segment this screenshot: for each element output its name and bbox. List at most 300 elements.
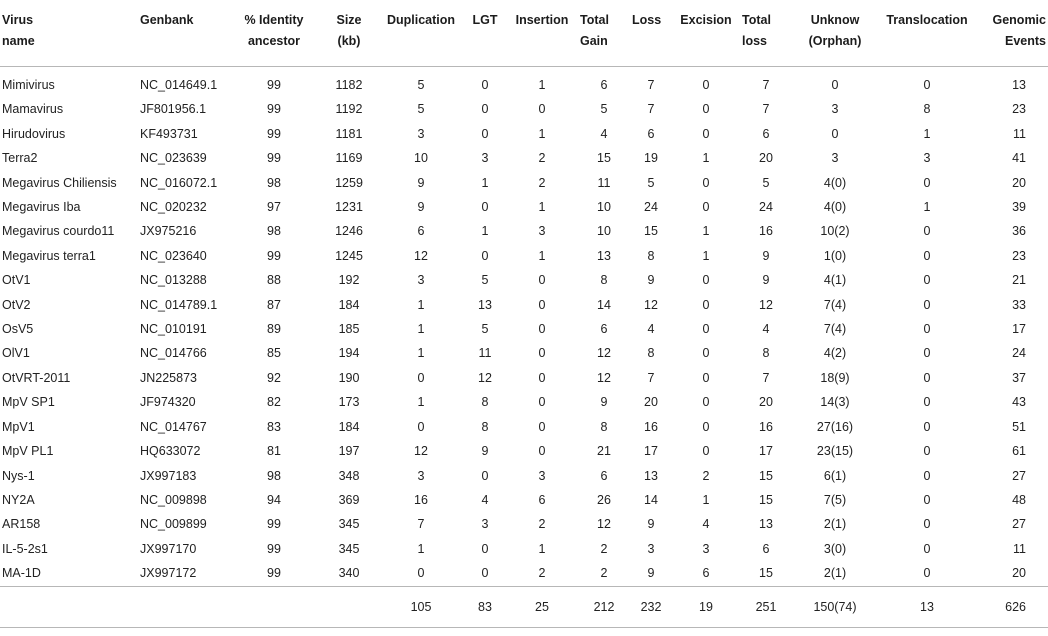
cell-insertion: 0 — [538, 444, 546, 459]
cell-total-loss: 5 — [762, 175, 770, 190]
cell-genbank: HQ633072 — [140, 444, 201, 459]
cell-genbank: NC_013288 — [140, 273, 207, 288]
cell-unknow: 4(1) — [823, 273, 847, 288]
cell-size: 345 — [338, 541, 360, 556]
cell-loss: 4 — [647, 322, 655, 337]
cell-identity: 97 — [267, 200, 281, 215]
col-header-total-gain — [578, 0, 630, 67]
cell-virus-name: OsV5 — [2, 322, 34, 337]
total-insertion: 25 — [506, 586, 578, 627]
cell-lgt: 0 — [481, 126, 489, 141]
cell-insertion: 1 — [538, 126, 546, 141]
cell-virus-name: Mamavirus — [2, 102, 64, 117]
cell-insertion: 3 — [538, 224, 546, 239]
col-header-virus-name — [0, 0, 138, 67]
cell-translocation: 0 — [923, 541, 931, 556]
col-header-total-loss — [740, 0, 792, 67]
cell-excision: 3 — [702, 541, 710, 556]
cell-loss: 17 — [644, 444, 658, 459]
cell-duplication: 1 — [417, 322, 425, 337]
cell-total-gain: 6 — [600, 322, 608, 337]
cell-duplication: 1 — [417, 297, 425, 312]
cell-genbank: NC_014766 — [140, 346, 207, 361]
cell-genbank: NC_009898 — [140, 492, 207, 507]
cell-loss: 7 — [647, 78, 655, 92]
cell-loss: 8 — [647, 248, 655, 263]
cell-lgt: 8 — [481, 419, 489, 434]
cell-genbank: NC_023639 — [140, 151, 207, 166]
cell-virus-name: Megavirus Chiliensis — [2, 175, 117, 190]
cell-total-loss: 16 — [759, 419, 773, 434]
cell-genomic-events: 39 — [1012, 200, 1026, 215]
cell-identity: 98 — [267, 468, 281, 483]
cell-size: 194 — [338, 346, 360, 361]
cell-genomic-events: 20 — [1012, 175, 1026, 190]
cell-size: 345 — [338, 517, 360, 532]
cell-virus-name: NY2A — [2, 492, 35, 507]
cell-virus-name: MpV PL1 — [2, 444, 54, 459]
cell-virus-name: MA-1D — [2, 566, 41, 581]
cell-identity: 87 — [267, 297, 281, 312]
cell-total-gain: 21 — [597, 444, 611, 459]
cell-genomic-events: 41 — [1012, 151, 1026, 166]
cell-total-loss: 7 — [762, 370, 770, 385]
cell-genomic-events: 27 — [1012, 468, 1026, 483]
cell-excision: 0 — [702, 273, 710, 288]
cell-unknow: 3(0) — [823, 541, 847, 556]
cell-lgt: 1 — [481, 224, 489, 239]
cell-genomic-events: 27 — [1012, 517, 1026, 532]
cell-lgt: 8 — [481, 395, 489, 410]
cell-excision: 0 — [702, 322, 710, 337]
cell-virus-name: OtV2 — [2, 297, 31, 312]
total-total-loss: 251 — [740, 586, 792, 627]
cell-total-loss: 9 — [762, 248, 770, 263]
col-header-identity — [228, 0, 320, 67]
cell-total-gain: 12 — [597, 517, 611, 532]
table-row — [0, 219, 1048, 243]
cell-total-loss: 15 — [759, 566, 773, 581]
col-header-size — [320, 0, 378, 67]
col-header-genomic-events — [976, 0, 1048, 67]
header-size-l2: (kb) — [337, 34, 361, 48]
header-identity-l1: % Identity — [244, 13, 304, 27]
cell-lgt: 0 — [481, 541, 489, 556]
table-row — [0, 561, 1048, 586]
header-total-loss-l2: loss — [742, 34, 768, 48]
cell-size: 197 — [338, 444, 360, 459]
cell-loss: 9 — [647, 566, 655, 581]
cell-identity: 98 — [267, 224, 281, 239]
cell-lgt: 5 — [481, 322, 489, 337]
total-cell — [228, 586, 320, 627]
cell-excision: 4 — [702, 517, 710, 532]
cell-lgt: 3 — [481, 517, 489, 532]
cell-duplication: 3 — [417, 468, 425, 483]
cell-loss: 9 — [647, 273, 655, 288]
header-row — [0, 0, 1048, 67]
cell-size: 190 — [338, 370, 360, 385]
cell-genbank: NC_014767 — [140, 419, 207, 434]
cell-loss: 19 — [644, 151, 658, 166]
cell-total-loss: 13 — [759, 517, 773, 532]
cell-unknow: 2(1) — [823, 566, 847, 581]
cell-duplication: 3 — [417, 126, 425, 141]
cell-duplication: 6 — [417, 224, 425, 239]
cell-genbank: NC_014649.1 — [140, 78, 218, 92]
cell-virus-name: IL-5-2s1 — [2, 541, 48, 556]
cell-lgt: 9 — [481, 444, 489, 459]
cell-translocation: 1 — [923, 126, 931, 141]
cell-unknow: 10(2) — [820, 224, 850, 239]
cell-total-gain: 11 — [597, 175, 611, 190]
table-row — [0, 317, 1048, 341]
table-row — [0, 146, 1048, 170]
cell-genomic-events: 13 — [1012, 78, 1026, 92]
cell-excision: 1 — [702, 248, 710, 263]
cell-unknow: 2(1) — [823, 517, 847, 532]
col-header-loss: Loss — [630, 0, 672, 67]
cell-total-gain: 5 — [600, 102, 608, 117]
cell-total-loss: 12 — [759, 297, 773, 312]
cell-virus-name: Hirudovirus — [2, 126, 66, 141]
table-row — [0, 195, 1048, 219]
cell-lgt: 1 — [481, 175, 489, 190]
cell-translocation: 0 — [923, 322, 931, 337]
table-row — [0, 415, 1048, 439]
cell-virus-name: Nys-1 — [2, 468, 35, 483]
cell-size: 184 — [338, 297, 360, 312]
cell-duplication: 7 — [417, 517, 425, 532]
cell-total-loss: 6 — [762, 126, 770, 141]
cell-unknow: 1(0) — [823, 248, 847, 263]
col-header-excision: Excision — [672, 0, 740, 67]
table-row — [0, 171, 1048, 195]
cell-total-gain: 6 — [600, 468, 608, 483]
cell-identity: 89 — [267, 322, 281, 337]
cell-loss: 24 — [644, 200, 658, 215]
cell-total-loss: 16 — [759, 224, 773, 239]
table-row — [0, 268, 1048, 292]
cell-unknow: 4(0) — [823, 200, 847, 215]
header-size-l1: Size — [336, 13, 362, 27]
cell-translocation: 0 — [923, 78, 931, 92]
cell-translocation: 1 — [923, 200, 931, 215]
cell-genomic-events: 61 — [1012, 444, 1026, 459]
cell-unknow: 3 — [831, 102, 839, 117]
cell-excision: 0 — [702, 297, 710, 312]
cell-translocation: 0 — [923, 175, 931, 190]
cell-genomic-events: 43 — [1012, 395, 1026, 410]
cell-duplication: 12 — [414, 248, 428, 263]
cell-size: 1192 — [335, 102, 363, 117]
cell-excision: 0 — [702, 200, 710, 215]
cell-genomic-events: 51 — [1012, 419, 1026, 434]
table-row — [0, 97, 1048, 121]
cell-loss: 7 — [647, 102, 655, 117]
cell-total-gain: 14 — [597, 297, 611, 312]
cell-loss: 6 — [647, 126, 655, 141]
cell-genbank: NC_016072.1 — [140, 175, 218, 190]
cell-genbank: NC_023640 — [140, 248, 207, 263]
cell-insertion: 0 — [538, 419, 546, 434]
totals-row — [0, 586, 1048, 627]
cell-size: 1182 — [335, 78, 363, 92]
cell-identity: 99 — [267, 541, 281, 556]
cell-insertion: 1 — [538, 541, 546, 556]
cell-loss: 16 — [644, 419, 658, 434]
cell-size: 1245 — [335, 248, 363, 263]
cell-duplication: 1 — [417, 346, 425, 361]
cell-total-gain: 2 — [600, 541, 608, 556]
cell-insertion: 6 — [538, 492, 546, 507]
cell-excision: 0 — [702, 444, 710, 459]
cell-translocation: 0 — [923, 224, 931, 239]
cell-virus-name: Megavirus terra1 — [2, 248, 96, 263]
cell-total-gain: 9 — [600, 395, 608, 410]
cell-unknow: 7(4) — [823, 297, 847, 312]
cell-loss: 20 — [644, 395, 658, 410]
cell-total-gain: 12 — [597, 370, 611, 385]
cell-genomic-events: 20 — [1012, 566, 1026, 581]
cell-loss: 12 — [644, 297, 658, 312]
cell-duplication: 0 — [417, 370, 425, 385]
cell-size: 340 — [338, 566, 360, 581]
cell-insertion: 0 — [538, 273, 546, 288]
table-row — [0, 512, 1048, 536]
cell-excision: 1 — [702, 492, 710, 507]
cell-duplication: 9 — [417, 175, 425, 190]
cell-excision: 1 — [702, 151, 710, 166]
cell-duplication: 12 — [414, 444, 428, 459]
total-gain: 212 — [578, 586, 630, 627]
cell-genbank: JN225873 — [140, 370, 197, 385]
cell-total-gain: 4 — [600, 126, 608, 141]
cell-translocation: 0 — [923, 346, 931, 361]
cell-translocation: 0 — [923, 273, 931, 288]
cell-genbank: JX975216 — [140, 224, 197, 239]
cell-insertion: 2 — [538, 151, 546, 166]
cell-unknow: 4(0) — [823, 175, 847, 190]
cell-genomic-events: 23 — [1012, 248, 1026, 263]
cell-duplication: 0 — [417, 419, 425, 434]
header-genomic-events-l2: Events — [1005, 34, 1046, 48]
cell-total-gain: 26 — [597, 492, 611, 507]
cell-size: 1246 — [335, 224, 363, 239]
cell-genomic-events: 17 — [1012, 322, 1026, 337]
cell-excision: 2 — [702, 468, 710, 483]
cell-duplication: 10 — [414, 151, 428, 166]
total-cell — [0, 586, 138, 627]
cell-translocation: 0 — [923, 395, 931, 410]
cell-excision: 0 — [702, 102, 710, 117]
cell-insertion: 1 — [538, 78, 546, 92]
cell-duplication: 5 — [417, 102, 425, 117]
cell-size: 1169 — [335, 151, 363, 166]
cell-identity: 99 — [267, 517, 281, 532]
cell-unknow: 0 — [831, 126, 839, 141]
cell-identity: 92 — [267, 370, 281, 385]
cell-identity: 98 — [267, 175, 281, 190]
cell-total-loss: 20 — [759, 151, 773, 166]
table-row — [0, 293, 1048, 317]
cell-genomic-events: 21 — [1012, 273, 1026, 288]
cell-duplication: 1 — [417, 395, 425, 410]
total-lgt: 83 — [464, 586, 506, 627]
cell-duplication: 9 — [417, 200, 425, 215]
cell-genbank: JX997170 — [140, 541, 197, 556]
cell-virus-name: Megavirus courdo11 — [2, 224, 115, 239]
cell-total-gain: 13 — [597, 248, 611, 263]
cell-translocation: 0 — [923, 468, 931, 483]
cell-unknow: 0 — [831, 78, 839, 92]
cell-insertion: 0 — [538, 297, 546, 312]
cell-genbank: JF974320 — [140, 395, 196, 410]
header-virus-name-l2: name — [2, 34, 35, 48]
cell-total-gain: 6 — [600, 78, 608, 92]
cell-lgt: 0 — [481, 248, 489, 263]
cell-duplication: 3 — [417, 273, 425, 288]
cell-unknow: 4(2) — [823, 346, 847, 361]
cell-size: 369 — [338, 492, 360, 507]
header-virus-name-l1: Virus — [2, 13, 34, 27]
col-header-translocation: Translocation — [878, 0, 976, 67]
cell-genbank: NC_014789.1 — [140, 297, 218, 312]
cell-identity: 99 — [267, 566, 281, 581]
col-header-lgt: LGT — [464, 0, 506, 67]
total-unknow: 150(74) — [792, 586, 878, 627]
cell-insertion: 2 — [538, 566, 546, 581]
cell-size: 173 — [338, 395, 360, 410]
cell-translocation: 3 — [923, 151, 931, 166]
cell-total-gain: 10 — [597, 224, 611, 239]
cell-loss: 8 — [647, 346, 655, 361]
cell-size: 348 — [338, 468, 360, 483]
cell-genomic-events: 24 — [1012, 346, 1026, 361]
cell-excision: 6 — [702, 566, 710, 581]
cell-excision: 0 — [702, 126, 710, 141]
cell-excision: 0 — [702, 78, 710, 92]
cell-identity: 99 — [267, 126, 281, 141]
cell-insertion: 0 — [538, 102, 546, 117]
cell-lgt: 4 — [481, 492, 489, 507]
cell-total-gain: 15 — [597, 151, 611, 166]
cell-unknow: 23(15) — [816, 444, 854, 459]
cell-loss: 13 — [644, 468, 658, 483]
cell-genomic-events: 36 — [1012, 224, 1026, 239]
cell-duplication: 0 — [417, 566, 425, 581]
cell-total-loss: 7 — [762, 78, 770, 92]
cell-virus-name: Megavirus Iba — [2, 200, 81, 215]
cell-unknow: 3 — [831, 151, 839, 166]
cell-excision: 0 — [702, 175, 710, 190]
cell-translocation: 0 — [923, 444, 931, 459]
table-row — [0, 488, 1048, 512]
cell-excision: 0 — [702, 346, 710, 361]
cell-lgt: 0 — [481, 102, 489, 117]
cell-duplication: 16 — [414, 492, 428, 507]
cell-size: 184 — [338, 419, 360, 434]
table-row — [0, 67, 1048, 98]
cell-virus-name: Mimivirus — [2, 78, 55, 92]
cell-insertion: 0 — [538, 395, 546, 410]
cell-virus-name: OlV1 — [2, 346, 30, 361]
cell-total-loss: 7 — [762, 102, 770, 117]
cell-identity: 99 — [267, 248, 281, 263]
cell-lgt: 5 — [481, 273, 489, 288]
table-row — [0, 537, 1048, 561]
header-identity-l2: ancestor — [247, 34, 301, 48]
cell-translocation: 8 — [923, 102, 931, 117]
cell-identity: 94 — [267, 492, 281, 507]
cell-loss: 14 — [644, 492, 658, 507]
cell-total-gain: 8 — [600, 419, 608, 434]
cell-translocation: 0 — [923, 492, 931, 507]
table-row — [0, 122, 1048, 146]
total-loss: 232 — [630, 586, 672, 627]
cell-translocation: 0 — [923, 248, 931, 263]
cell-insertion: 0 — [538, 370, 546, 385]
cell-insertion: 2 — [538, 517, 546, 532]
cell-translocation: 0 — [923, 517, 931, 532]
cell-insertion: 1 — [538, 248, 546, 263]
cell-identity: 99 — [267, 151, 281, 166]
col-header-duplication: Duplication — [378, 0, 464, 67]
cell-translocation: 0 — [923, 566, 931, 581]
cell-lgt: 13 — [478, 297, 492, 312]
table-body — [0, 67, 1048, 587]
cell-excision: 1 — [702, 224, 710, 239]
cell-total-gain: 10 — [597, 200, 611, 215]
cell-total-loss: 8 — [762, 346, 770, 361]
cell-total-loss: 15 — [759, 468, 773, 483]
cell-unknow: 7(5) — [823, 492, 847, 507]
table-row — [0, 341, 1048, 365]
header-total-loss-l1: Total — [742, 13, 771, 27]
total-translocation: 13 — [878, 586, 976, 627]
cell-genbank: JX997172 — [140, 566, 197, 581]
cell-identity: 85 — [267, 346, 281, 361]
cell-total-loss: 15 — [759, 492, 773, 507]
cell-virus-name: OtV1 — [2, 273, 31, 288]
table-row — [0, 439, 1048, 463]
cell-total-loss: 4 — [762, 322, 770, 337]
cell-excision: 0 — [702, 395, 710, 410]
cell-genbank: JX997183 — [140, 468, 197, 483]
cell-total-loss: 9 — [762, 273, 770, 288]
cell-identity: 81 — [267, 444, 281, 459]
cell-unknow: 7(4) — [823, 322, 847, 337]
cell-identity: 83 — [267, 419, 281, 434]
header-unknow-l2: (Orphan) — [808, 34, 862, 48]
cell-size: 1259 — [335, 175, 363, 190]
total-duplication: 105 — [378, 586, 464, 627]
cell-identity: 82 — [267, 395, 281, 410]
cell-loss: 15 — [644, 224, 658, 239]
cell-total-loss: 17 — [759, 444, 773, 459]
cell-insertion: 0 — [538, 322, 546, 337]
cell-loss: 3 — [647, 541, 655, 556]
cell-translocation: 0 — [923, 297, 931, 312]
cell-unknow: 14(3) — [820, 395, 850, 410]
cell-genomic-events: 23 — [1012, 102, 1026, 117]
cell-total-gain: 8 — [600, 273, 608, 288]
cell-genbank: NC_020232 — [140, 200, 207, 215]
cell-unknow: 27(16) — [816, 419, 854, 434]
cell-unknow: 18(9) — [820, 370, 850, 385]
header-total-gain-l2: Gain — [580, 34, 608, 48]
cell-identity: 99 — [267, 102, 281, 117]
